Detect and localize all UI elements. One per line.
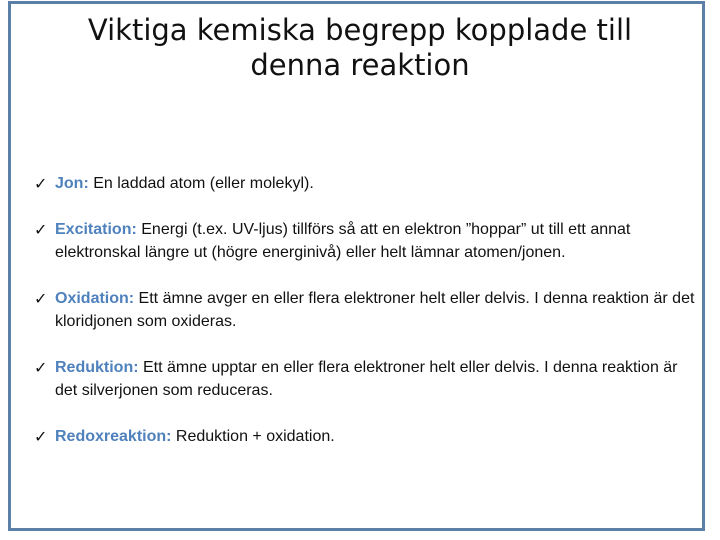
term-description: Reduktion + oxidation. [171,428,335,445]
check-icon: ✓ [34,289,48,308]
check-icon: ✓ [34,427,48,446]
term-label: Jon: [55,175,89,192]
bullet-item-oxidation [34,287,702,333]
check-icon: ✓ [34,358,48,377]
term-label: Oxidation: [55,290,135,307]
bullet-item-redoxreaktion [34,425,702,448]
term-description: Ett ämne avger en eller flera elektroner helt eller delvis. I denna reaktion är det kloridjonen som oxideras. [55,290,695,330]
check-icon: ✓ [34,220,48,239]
bullet-item-excitation [34,218,702,264]
term-description: Energi (t.ex. UV-ljus) tillförs så att en elektron ”hoppar” ut till ett annat elektronskal längre ut (högre energinivå) eller helt lämnar atomen/jonen. [55,221,631,261]
check-icon: ✓ [34,174,48,193]
term-label: Excitation: [55,221,137,238]
bullet-item-jon [34,172,702,195]
term-label: Redoxreaktion: [55,428,172,445]
term-label: Reduktion: [55,359,139,376]
bullet-item-reduktion [34,356,702,402]
term-description: En laddad atom (eller molekyl). [88,175,314,192]
bullet-list [34,172,702,471]
term-description: Ett ämne upptar en eller flera elektroner helt eller delvis. I denna reaktion är det silverjonen som reduceras. [55,359,678,399]
slide-title: Viktiga kemiska begrepp kopplade till denna reaktion [87,13,633,82]
